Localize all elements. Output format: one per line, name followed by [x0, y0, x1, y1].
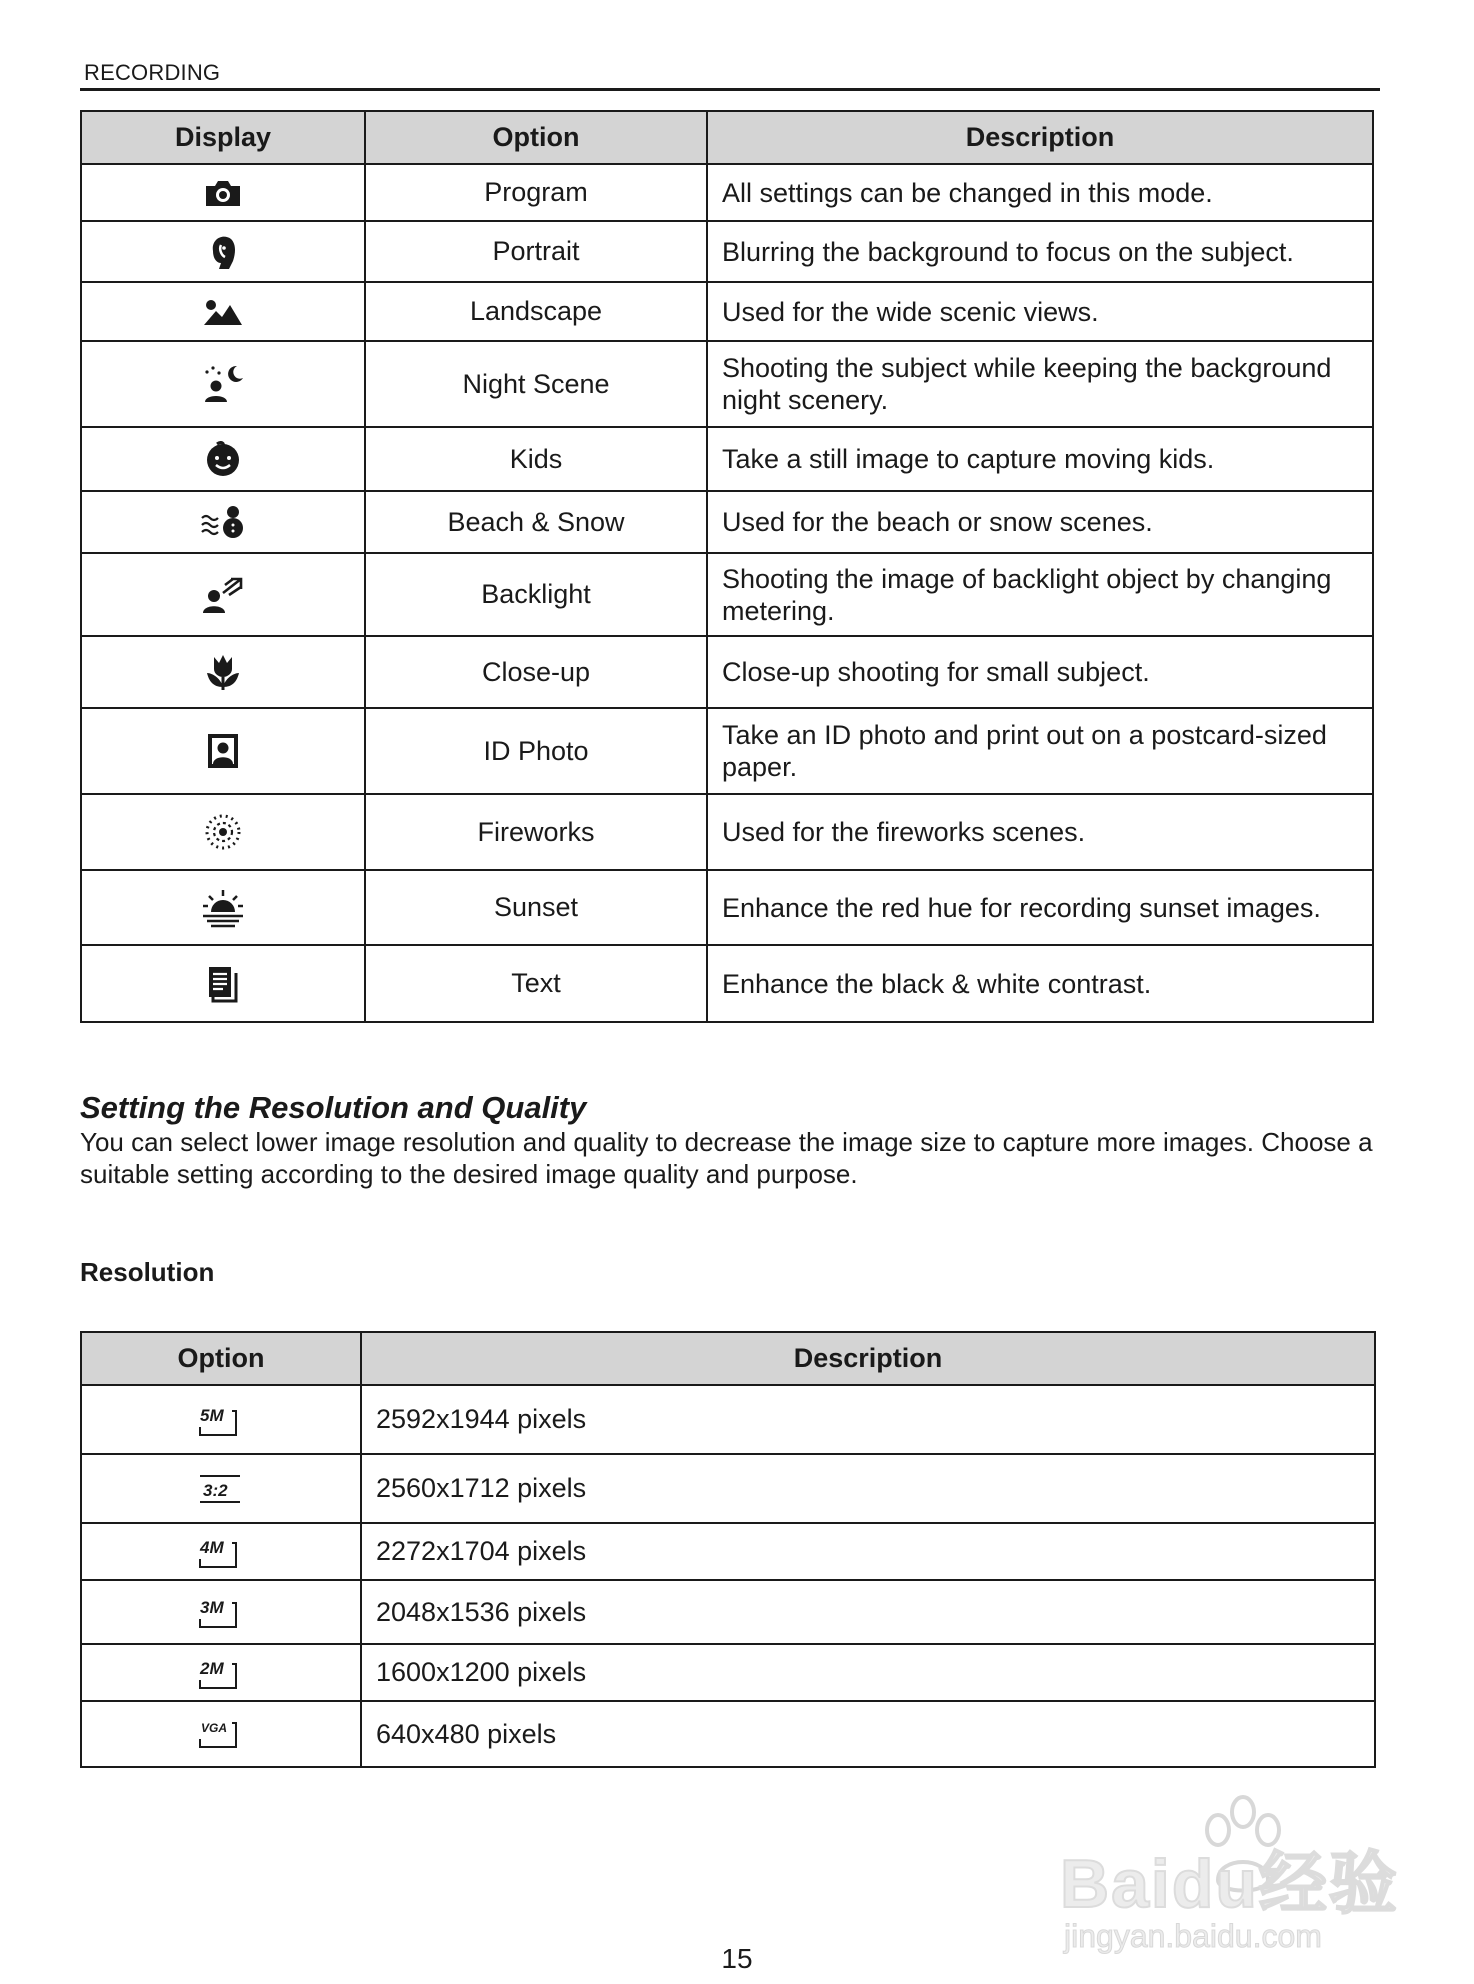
table-header-row [81, 111, 1373, 164]
table-row [81, 636, 1373, 708]
table-row [81, 282, 1373, 341]
description-cell: Used for the beach or snow scenes. [707, 491, 1373, 553]
camera-icon [203, 178, 243, 208]
table-row [81, 708, 1373, 794]
option-cell: Close-up [365, 636, 707, 708]
table-row [81, 794, 1373, 870]
option-cell: Sunset [365, 870, 707, 945]
resolution-icon-label: VGA [201, 1721, 228, 1735]
section-body: You can select lower image resolution and quality to decrease the image size to capture more images. Choose a suitable setting according to the desired image quality and purpose. [80, 1127, 1373, 1189]
fireworks-icon [203, 812, 243, 852]
description-cell: Close-up shooting for small subject. [707, 636, 1373, 708]
column-header-option: Option [81, 1332, 361, 1385]
backlight-icon [201, 575, 245, 615]
description-cell: 640x480 pixels [361, 1701, 1375, 1767]
close-up-icon [205, 653, 241, 691]
resolution-3-2-icon [197, 1472, 245, 1506]
scene-mode-table [80, 110, 1374, 1023]
table-row [81, 1385, 1375, 1454]
description-cell: Shooting the image of backlight object by changing metering. [707, 553, 1373, 636]
description-cell: 2592x1944 pixels [361, 1385, 1375, 1454]
description-cell: 2560x1712 pixels [361, 1454, 1375, 1523]
resolution-icon-label: 3M [200, 1598, 224, 1617]
watermark-brand: Baidu经验 [1060, 1846, 1399, 1922]
option-cell: Kids [365, 427, 707, 491]
resolution-2m-icon [197, 1656, 245, 1690]
resolution-3m-icon [197, 1595, 245, 1629]
description-cell: Shooting the subject while keeping the background night scenery. [707, 341, 1373, 427]
description-cell: 2048x1536 pixels [361, 1580, 1375, 1644]
section-header: RECORDING [84, 60, 221, 85]
table-header-row [81, 1332, 1375, 1385]
table-row [81, 870, 1373, 945]
description-cell: All settings can be changed in this mode. [707, 164, 1373, 221]
option-cell: ID Photo [365, 708, 707, 794]
description-cell: Take an ID photo and print out on a postcard-sized paper. [707, 708, 1373, 794]
page-number: 15 [721, 1943, 753, 1974]
option-cell: Beach & Snow [365, 491, 707, 553]
column-header-description: Description [361, 1332, 1375, 1385]
portrait-icon [205, 233, 241, 271]
option-cell: Night Scene [365, 341, 707, 427]
resolution-5m-icon [197, 1403, 245, 1437]
description-cell: Take a still image to capture moving kids. [707, 427, 1373, 491]
option-cell: Program [365, 164, 707, 221]
table-row [81, 427, 1373, 491]
table-row [81, 1523, 1375, 1580]
option-cell: Text [365, 945, 707, 1022]
watermark-url: jingyan.baidu.com [1064, 1918, 1322, 1954]
table-row [81, 341, 1373, 427]
landscape-icon [202, 297, 244, 327]
header-rule [80, 88, 1380, 91]
table-row [81, 1701, 1375, 1767]
description-cell: Enhance the black & white contrast. [707, 945, 1373, 1022]
section-title: Setting the Resolution and Quality [80, 1090, 587, 1125]
option-cell: Landscape [365, 282, 707, 341]
description-cell: Used for the wide scenic views. [707, 282, 1373, 341]
table-row [81, 553, 1373, 636]
option-cell: Backlight [365, 553, 707, 636]
description-cell: 1600x1200 pixels [361, 1644, 1375, 1701]
column-header-option: Option [365, 111, 707, 164]
table-row [81, 945, 1373, 1022]
resolution-heading: Resolution [80, 1257, 215, 1287]
resolution-icon-label: 5M [200, 1405, 224, 1425]
sunset-icon [201, 888, 245, 928]
option-cell: Fireworks [365, 794, 707, 870]
column-header-display: Display [81, 111, 365, 164]
description-cell: Enhance the red hue for recording sunset images. [707, 870, 1373, 945]
resolution-vga-icon [197, 1717, 245, 1751]
table-row [81, 491, 1373, 553]
resolution-icon-label: 3:2 [203, 1480, 228, 1500]
table-row [81, 1454, 1375, 1523]
description-cell: Used for the fireworks scenes. [707, 794, 1373, 870]
text-icon [206, 965, 240, 1003]
table-row [81, 221, 1373, 282]
watermark [1060, 1790, 1420, 1960]
description-cell: 2272x1704 pixels [361, 1523, 1375, 1580]
resolution-icon-label: 4M [200, 1537, 224, 1557]
resolution-table [80, 1331, 1376, 1768]
kids-icon [203, 441, 243, 477]
description-cell: Blurring the background to focus on the subject. [707, 221, 1373, 282]
table-row [81, 164, 1373, 221]
beach-snow-icon [200, 504, 246, 540]
resolution-4m-icon [197, 1535, 245, 1569]
id-photo-icon [206, 732, 240, 770]
table-row [81, 1580, 1375, 1644]
option-cell: Portrait [365, 221, 707, 282]
night-scene-icon [201, 364, 245, 404]
column-header-description: Description [707, 111, 1373, 164]
resolution-icon-label: 2M [200, 1658, 224, 1678]
table-row [81, 1644, 1375, 1701]
